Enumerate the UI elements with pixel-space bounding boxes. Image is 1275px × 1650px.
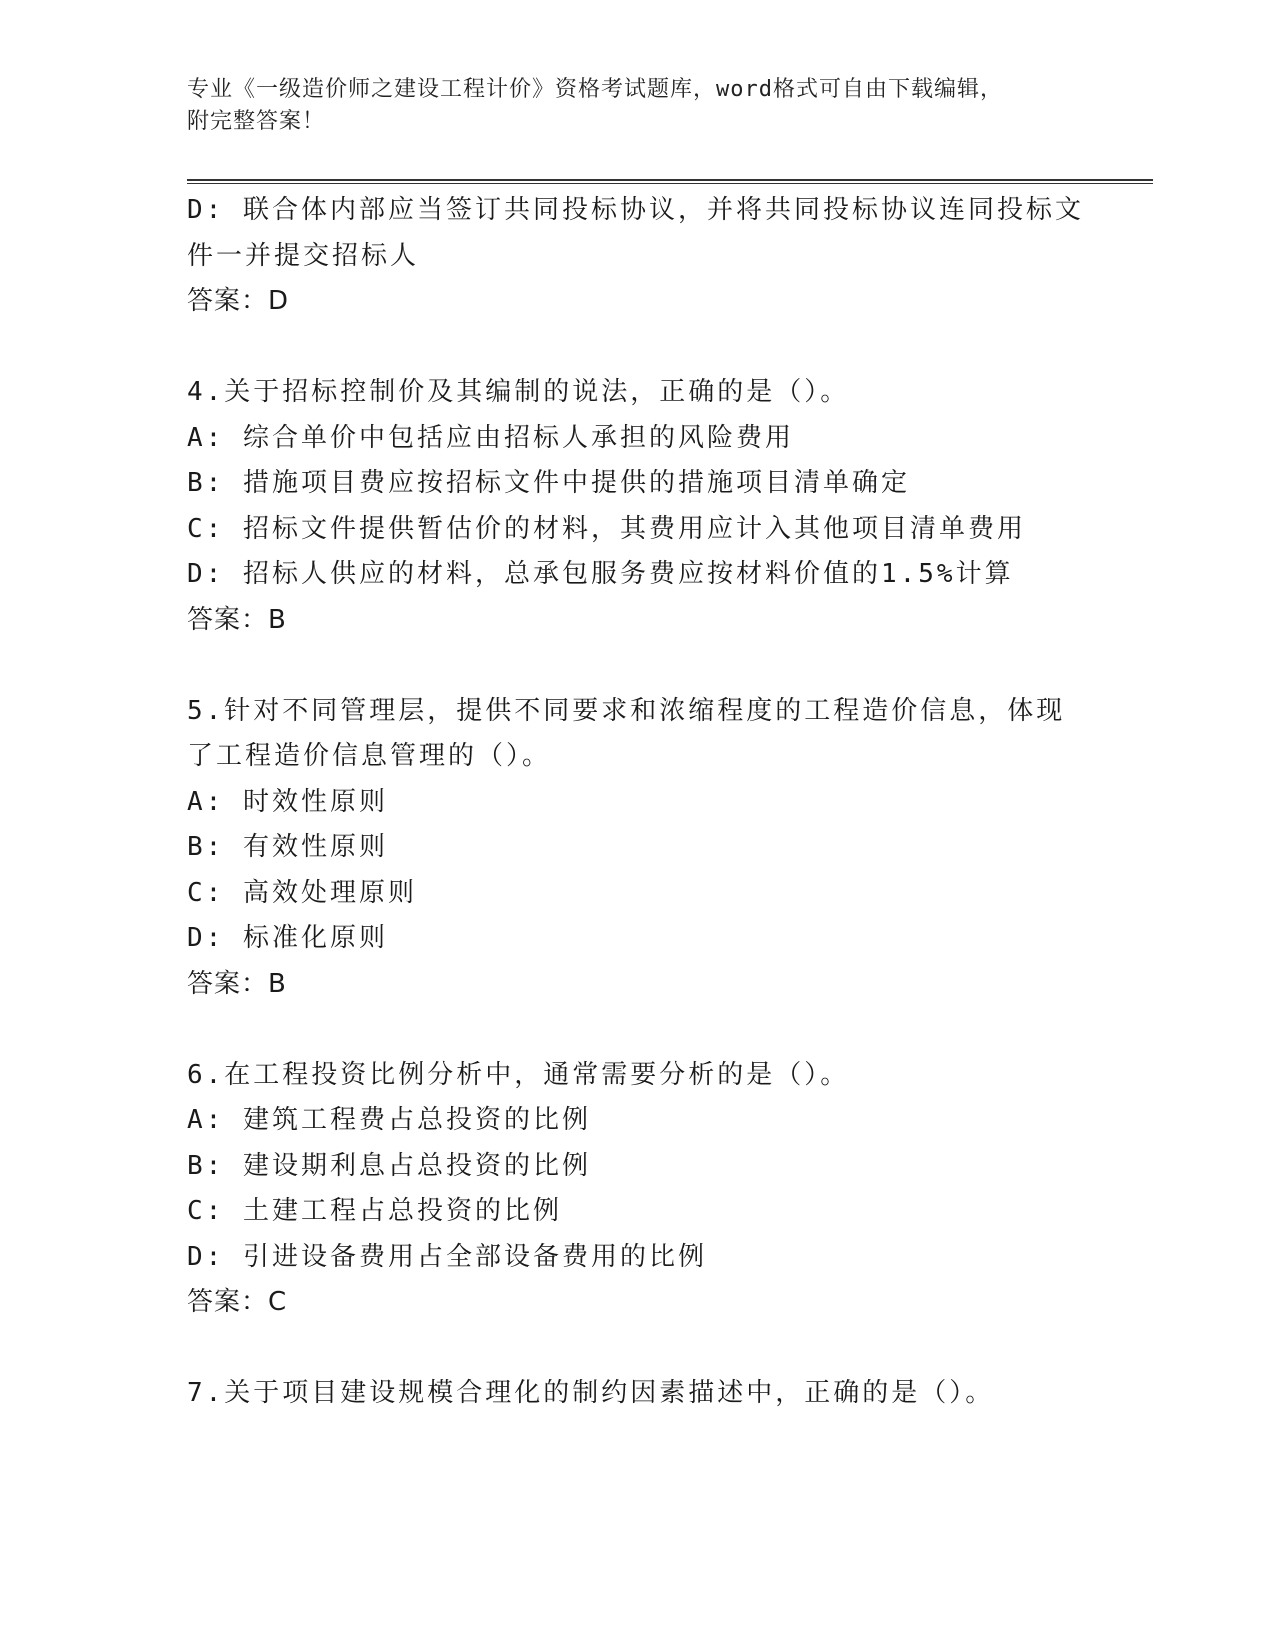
spacer (187, 643, 1087, 689)
option-d: D: 引进设备费用占全部设备费用的比例 (187, 1241, 707, 1272)
option-d: D: 标准化原则 (187, 923, 388, 953)
question-stem: 5.针对不同管理层，提供不同要求和浓缩程度的工程造价信息，体现 (187, 695, 1066, 726)
spacer (187, 325, 1087, 371)
option-d: D: 招标人供应的材料，总承包服务费应按材料价值的1.5%计算 (187, 559, 1014, 589)
option-c: C: 招标文件提供暂估价的材料，其费用应计入其他项目清单费用 (187, 513, 1026, 544)
header-line-2: 附完整答案！ (187, 109, 326, 134)
option-b: B: 措施项目费应按招标文件中提供的措施项目清单确定 (187, 468, 910, 498)
question-stem: 7.关于项目建设规模合理化的制约因素描述中，正确的是（）。 (187, 1378, 995, 1408)
document-body (187, 188, 1087, 1417)
option-a: A: 建筑工程费占总投资的比例 (187, 1105, 591, 1135)
header-line-1: 专业《一级造价师之建设工程计价》资格考试题库，word格式可自由下载编辑， (187, 77, 1003, 102)
answer: 答案：C (187, 1287, 288, 1317)
answer: 答案：B (187, 968, 287, 999)
spacer (187, 1007, 1087, 1053)
spacer (187, 1326, 1087, 1372)
question-stem-continued: 了工程造价信息管理的（）。 (187, 741, 552, 771)
option-b: B: 建设期利息占总投资的比例 (187, 1150, 591, 1181)
header-divider-thin (187, 183, 1153, 184)
option-a: A: 综合单价中包括应由招标人承担的风险费用 (187, 422, 794, 453)
option-c: C: 土建工程占总投资的比例 (187, 1196, 562, 1226)
header-divider-thick (187, 179, 1153, 181)
question-stem: 6.在工程投资比例分析中，通常需要分析的是（）。 (187, 1059, 850, 1090)
question-stem: 4.关于招标控制价及其编制的说法，正确的是（）。 (187, 377, 850, 407)
answer: 答案：D (187, 286, 290, 316)
option-b: B: 有效性原则 (187, 832, 388, 862)
option-d: D: 联合体内部应当签订共同投标协议，并将共同投标协议连同投标文 (187, 195, 1084, 225)
option-c: C: 高效处理原则 (187, 877, 417, 908)
option-a: A: 时效性原则 (187, 786, 388, 817)
option-d-continued: 件一并提交招标人 (187, 240, 420, 271)
document-header (187, 74, 1067, 138)
answer: 答案：B (187, 604, 287, 635)
